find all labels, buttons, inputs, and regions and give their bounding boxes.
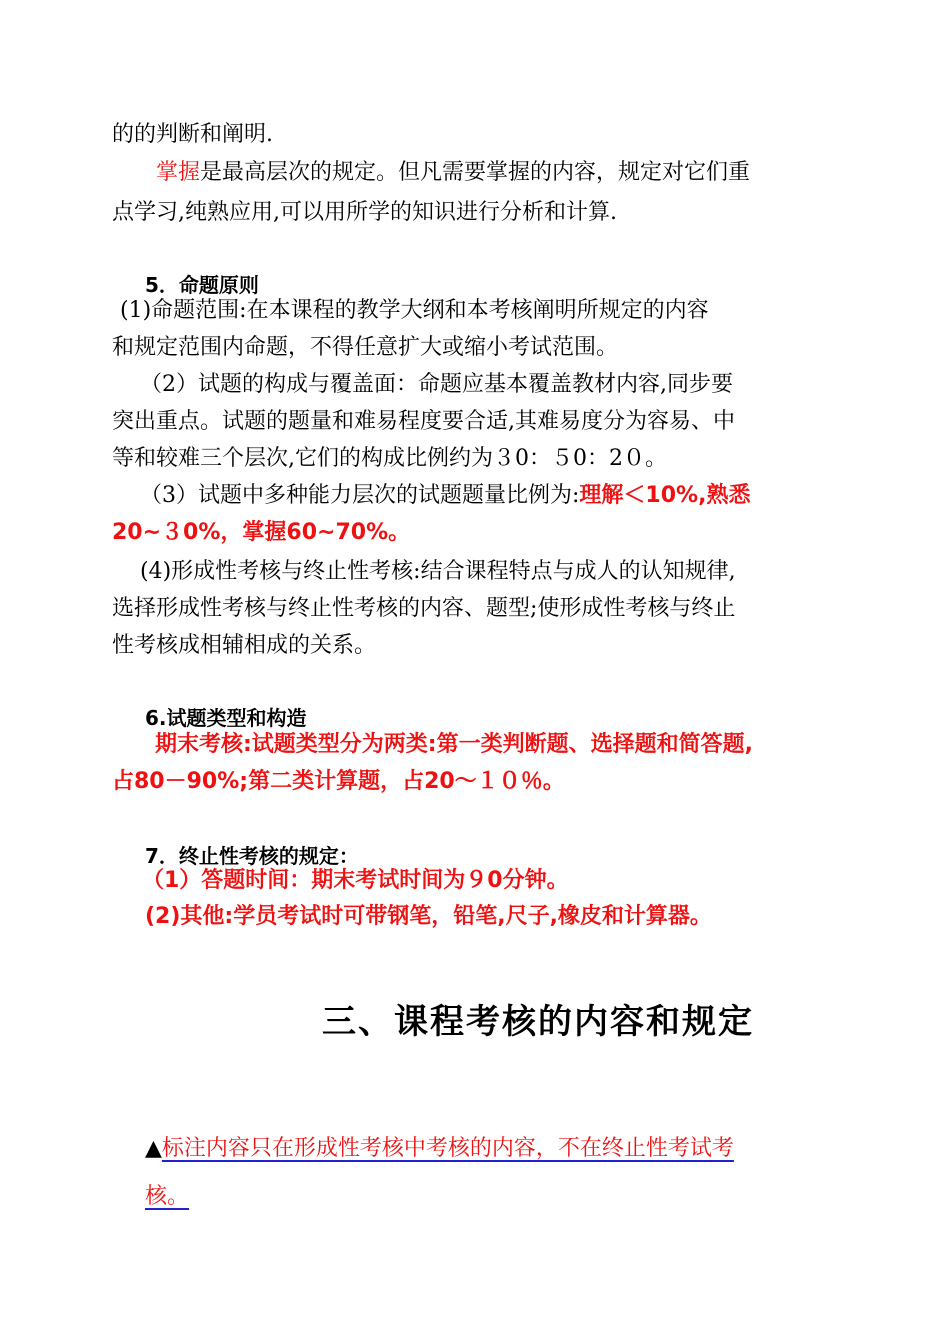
section-5-item-2-line-2: 突出重点。试题的题量和难易程度要合适,其难易度分为容易、中 — [112, 409, 735, 434]
section-5-item-2-line-3: 等和较难三个层次,它们的构成比例约为３0：５0：2０。 — [112, 446, 667, 471]
section-5-heading: 5．命题原则 — [145, 273, 259, 297]
intro-line-2-rest: 是最高层次的规定。但凡需要掌握的内容，规定对它们重 — [200, 160, 751, 185]
intro-line-2 — [112, 158, 750, 188]
item-3-ratio-red: 理解＜10%,熟悉 — [579, 483, 751, 508]
chapter-title: 三、课程考核的内容和规定 — [322, 1002, 754, 1042]
section-7-line-2: (2)其他:学员考试时可带钢笔，铅笔,尺子,橡皮和计算器。 — [145, 904, 712, 929]
section-5-item-4-line-3: 性考核成相辅相成的关系。 — [112, 633, 377, 658]
section-6-line-1: 期末考核:试题类型分为两类:第一类判断题、选择题和简答题, — [155, 732, 753, 757]
section-6-line-2: 占80－90%;第二类计算题，占20～１０％。 — [112, 769, 565, 794]
section-7-heading: 7．终止性考核的规定： — [145, 844, 359, 868]
section-5-item-1-line-1: (1)命题范围:在本课程的教学大纲和本考核阐明所规定的内容 — [120, 298, 709, 323]
section-7-line-1: （1）答题时间：期末考试时间为９0分钟。 — [142, 868, 569, 893]
note-text-line-2: 核。 — [145, 1184, 190, 1209]
section-6-heading: 6.试题类型和构造 — [145, 706, 307, 730]
item-3-ratio-line-2: 20~３0%，掌握60~70%。 — [112, 520, 411, 545]
note-line-1 — [145, 1134, 734, 1164]
section-5-item-3-line-1 — [140, 481, 750, 511]
note-text-line-1: 标注内容只在形成性考核中考核的内容，不在终止性考试考 — [161, 1136, 734, 1161]
section-5-item-1-line-2: 和规定范围内命题，不得任意扩大或缩小考试范围。 — [112, 335, 619, 360]
note-line-2 — [145, 1182, 189, 1212]
section-5-item-3-line-2 — [112, 518, 410, 548]
section-5-item-2-line-1: （2）试题的构成与覆盖面：命题应基本覆盖教材内容,同步要 — [140, 372, 733, 397]
item-3-label: （3）试题中多种能力层次的试题题量比例为: — [140, 483, 580, 508]
intro-line-3: 点学习,纯熟应用,可以用所学的知识进行分析和计算. — [112, 200, 617, 225]
section-5-item-4-line-2: 选择形成性考核与终止性考核的内容、题型;使形成性考核与终止 — [112, 596, 736, 621]
mastery-term: 掌握 — [156, 160, 201, 185]
section-5-item-4-line-1: (4)形成性考核与终止性考核:结合课程特点与成人的认知规律, — [140, 559, 736, 584]
triangle-marker-icon: ▲ — [145, 1136, 162, 1161]
intro-line-1: 的的判断和阐明. — [112, 122, 273, 147]
